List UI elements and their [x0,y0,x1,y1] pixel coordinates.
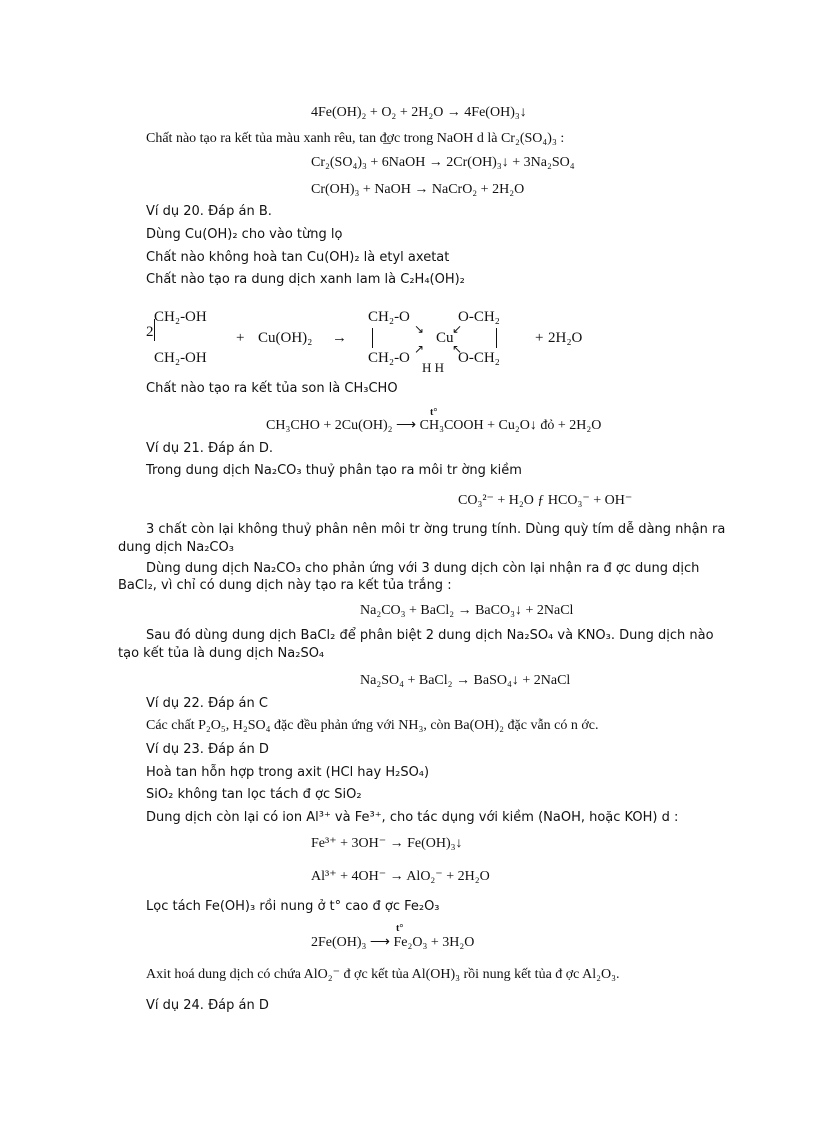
text-line: Dung dịch còn lại có ion Al³⁺ và Fe³⁺, cho tác dụng với kiềm (NaOH, hoặc KOH) d : [146,810,679,825]
text-line: Các chất P₂O₅, H₂SO₄ đặc đều phản ứng với NH₃, còn Ba(OH)₂ đặc vẫn có n ớc. [146,718,599,733]
copper-center: Cu [436,330,454,346]
equation-na2co3-bacl2: Na₂CO₃ + BaCl₂ → BaCO₃↓ + 2NaCl [360,603,574,618]
equation-carbonate-hydrolysis: CO₃²⁻ + H₂O ƒ HCO₃⁻ + OH⁻ [458,493,633,508]
bond-arrow: ↗ [414,342,425,356]
example-20-heading: Ví dụ 20. Đáp án B. [146,204,272,219]
ethylene-glycol-top: CH₂-OH [154,309,207,325]
copper-hydroxide: Cu(OH)₂ [258,330,313,346]
text-line: tạo kết tủa là dung dịch Na₂SO₄ [118,646,325,661]
text-line: Chất nào tạo ra kết tủa son là CH₃CHO [146,381,398,396]
equation-text: CH₃CHO + 2Cu(OH)₂ ⟶ CH₃COOH + Cu₂O↓ đỏ + 2H₂O [266,418,602,433]
example-23-heading: Ví dụ 23. Đáp án D [146,742,269,757]
equation-cr2so43-naoh: Cr₂(SO₄)₃ + 6NaOH → 2Cr(OH)₃↓ + 3Na₂SO₄ [311,155,575,170]
water-product: 2H₂O [548,330,583,346]
text-line: Dùng dung dịch Na₂CO₃ cho phản ứng với 3 dung dịch còn lại nhận ra đ ợc dung dịch [146,561,700,576]
heat-label: t° [430,407,438,418]
bond-arrow: ↙ [452,322,463,336]
equation-al3-hydroxide: Al³⁺ + 4OH⁻ → AlO₂⁻ + 2H₂O [311,869,490,884]
example-21-heading: Ví dụ 21. Đáp án D. [146,441,273,456]
text-line: Dùng Cu(OH)₂ cho vào từng lọ [146,227,343,242]
complex-och2-bottom-right: O-CH₂ [458,350,500,366]
bond-line [496,328,497,348]
equation-na2so4-bacl2: Na₂SO₄ + BaCl₂ → BaSO₄↓ + 2NaCl [360,673,571,688]
bond-line [372,328,373,348]
text-line: Chất nào tạo ra dung dịch xanh lam là C₂H₄(OH)₂ [146,272,465,287]
text-line: SiO₂ không tan lọc tách đ ợc SiO₂ [146,787,362,802]
text-line: Lọc tách Fe(OH)₃ rồi nung ở t° cao đ ợc Fe₂O₃ [146,899,440,914]
equation-croh3-naoh: Cr(OH)₃ + NaOH → NaCrO₂ + 2H₂O [311,182,525,197]
text-line: BaCl₂, vì chỉ có dung dịch này tạo ra kết tủa trắng : [118,578,452,593]
ethylene-glycol-bottom: CH₂-OH [154,350,207,366]
heat-label: t° [396,923,404,934]
text-line: dung dịch Na₂CO₃ [118,540,234,555]
plus-sign: + [535,330,544,346]
equation-feoh3-decomposition: 2Fe(OH)₃ ⟶ Fe₂O₃ + 3H₂O [311,935,475,950]
equation-fe-oh2-oxidation: 4Fe(OH)₂ + O₂ + 2H₂O → 4Fe(OH)₃↓ [311,105,527,120]
text-line: Chất nào tạo ra kết tủa màu xanh rêu, tan đ̲ợc trong NaOH d là Cr₂(SO₄)₃ : [146,131,565,146]
text-line: Chất nào không hoà tan Cu(OH)₂ là etyl axetat [146,250,450,265]
coefficient: 2 [146,324,154,340]
text-line: Axit hoá dung dịch có chứa AlO₂⁻ đ ợc kết tủa Al(OH)₃ rồi nung kết tủa đ ợc Al₂O₃. [146,967,620,982]
bond-arrow: ↖ [452,342,463,356]
complex-ch2o-bottom-left: CH₂-O [368,350,410,366]
glycol-copper-complex-equation [146,306,606,376]
complex-ch2o-top-left: CH₂-O [368,309,410,325]
complex-och2-top-right: O-CH₂ [458,309,500,325]
reaction-arrow: → [332,330,347,346]
example-24-heading: Ví dụ 24. Đáp án D [146,998,269,1013]
text-line: Sau đó dùng dung dịch BaCl₂ để phân biệt 2 dung dịch Na₂SO₄ và KNO₃. Dung dịch nào [146,628,714,643]
example-22-heading: Ví dụ 22. Đáp án C [146,696,268,711]
text-line: Hoà tan hỗn hợp trong axit (HCl hay H₂SO₄) [146,765,430,780]
text-line: Trong dung dịch Na₂CO₃ thuỷ phân tạo ra môi tr ờng kiềm [146,463,522,478]
plus-sign: + [236,330,245,346]
hydrogen-labels: H H [422,360,445,375]
text-line: 3 chất còn lại không thuỷ phân nên môi tr ờng trung tính. Dùng quỳ tím dễ dàng nhận ra [146,522,726,537]
equation-fe3-hydroxide: Fe³⁺ + 3OH⁻ → Fe(OH)₃↓ [311,836,463,851]
bond-arrow: ↘ [414,322,425,336]
